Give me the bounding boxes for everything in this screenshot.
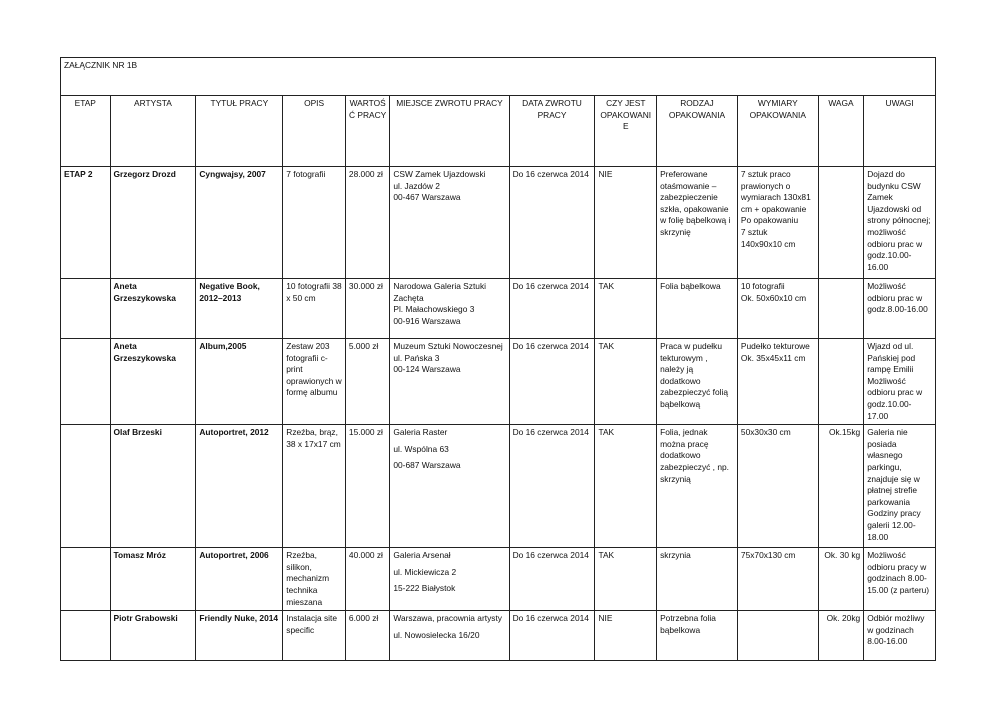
document xyxy=(60,57,936,661)
cell-data: Do 16 czerwca 2014 xyxy=(509,425,595,548)
cell-etap xyxy=(61,425,111,548)
cell-tytul: Autoportret, 2006 xyxy=(196,548,283,611)
cell-artysta: Olaf Brzeski xyxy=(110,425,196,548)
cell-miejsce-line: ul. Wspólna 63 xyxy=(393,443,449,454)
cell-uwagi: Możliwość odbioru pracy w godzinach 8.00-15.00 (z parteru) xyxy=(864,548,936,611)
cell-wymiary-line: 75x70x130 cm xyxy=(740,550,796,561)
cell-wymiary xyxy=(737,611,818,661)
header-miejsce: MIEJSCE ZWROTU PRACY xyxy=(390,96,509,167)
title-row xyxy=(61,58,936,96)
cell-waga xyxy=(818,279,863,339)
cell-miejsce xyxy=(390,425,509,548)
cell-tytul: Friendly Nuke, 2014 xyxy=(196,611,283,661)
cell-miejsce-line: 00-124 Warszawa xyxy=(393,364,461,375)
cell-wartosc: 40.000 zł xyxy=(345,548,389,611)
cell-data: Do 16 czerwca 2014 xyxy=(509,279,595,339)
document-title: ZAŁĄCZNIK NR 1B xyxy=(61,58,936,96)
cell-wartosc: 5.000 zł xyxy=(345,339,389,425)
cell-wartosc: 15.000 zł xyxy=(345,425,389,548)
cell-miejsce-line: Narodowa Galeria Sztuki Zachęta xyxy=(393,281,486,303)
cell-wymiary-line: 140x90x10 cm xyxy=(740,238,796,249)
cell-wymiary-line: 50x30x30 cm xyxy=(740,427,791,438)
cell-wymiary-line: Pudełko tekturowe xyxy=(740,341,810,351)
cell-czy: NIE xyxy=(595,167,657,279)
cell-rodzaj: skrzynia xyxy=(657,548,738,611)
cell-artysta: Aneta Grzeszykowska xyxy=(110,279,196,339)
cell-etap: ETAP 2 xyxy=(61,167,111,279)
cell-artysta: Tomasz Mróz xyxy=(110,548,196,611)
cell-data: Do 16 czerwca 2014 xyxy=(509,339,595,425)
cell-miejsce-line: 00-687 Warszawa xyxy=(393,460,461,471)
cell-czy: TAK xyxy=(595,279,657,339)
cell-data: Do 16 czerwca 2014 xyxy=(509,167,595,279)
cell-tytul: Cyngwajsy, 2007 xyxy=(196,167,283,279)
cell-opis: Rzeźba, brąz, 38 x 17x17 cm xyxy=(283,425,346,548)
cell-uwagi: Dojazd do budynku CSW Zamek Ujazdowski od strony północnej; możliwość odbioru prac w godz.10.00-16.00 xyxy=(864,167,936,279)
cell-miejsce-line: CSW Zamek Ujazdowski xyxy=(393,169,486,179)
cell-miejsce-line: 00-467 Warszawa xyxy=(393,192,461,203)
header-artysta: ARTYSTA xyxy=(110,96,196,167)
cell-opis: Zestaw 203 fotografii c-print oprawionych w formę albumu xyxy=(283,339,346,425)
cell-miejsce-line: ul. Nowosielecka 16/20 xyxy=(393,629,480,640)
cell-waga xyxy=(818,167,863,279)
header-data: DATA ZWROTU PRACY xyxy=(509,96,595,167)
cell-waga: Ok.15kg xyxy=(818,425,863,548)
cell-artysta: Grzegorz Drozd xyxy=(110,167,196,279)
cell-miejsce-line: 00-916 Warszawa xyxy=(393,315,461,326)
cell-czy: TAK xyxy=(595,548,657,611)
header-wymiary: WYMIARY OPAKOWANIA xyxy=(737,96,818,167)
cell-rodzaj: Potrzebna folia bąbelkowa xyxy=(657,611,738,661)
cell-czy: TAK xyxy=(595,425,657,548)
cell-miejsce-line: Galeria Arsenał xyxy=(393,550,451,561)
cell-etap xyxy=(61,279,111,339)
cell-miejsce-line: ul. Jazdów 2 xyxy=(393,180,440,191)
cell-miejsce-line: ul. Pańska 3 xyxy=(393,352,440,363)
cell-miejsce-line: Warszawa, pracownia artysty xyxy=(393,613,502,624)
cell-rodzaj: Folia bąbelkowa xyxy=(657,279,738,339)
cell-miejsce-line: Galeria Raster xyxy=(393,427,448,438)
cell-uwagi: Odbiór możliwy w godzinach 8.00-16.00 xyxy=(864,611,936,661)
cell-rodzaj: Folia, jednak można pracę dodatkowo zabezpieczyć , np. skrzynią xyxy=(657,425,738,548)
table-row xyxy=(61,279,936,339)
cell-etap xyxy=(61,611,111,661)
header-czy: CZY JEST OPAKOWANIE xyxy=(595,96,657,167)
cell-waga: Ok. 30 kg xyxy=(818,548,863,611)
cell-czy: TAK xyxy=(595,339,657,425)
cell-wymiary-line: Ok. 35x45x11 cm xyxy=(740,352,806,363)
cell-miejsce-line: ul. Mickiewicza 2 xyxy=(393,566,457,577)
cell-wymiary-line: 7 sztuk praco prawionych o wymiarach 130x81 cm + opakowanie xyxy=(740,169,811,214)
cell-artysta: Piotr Grabowski xyxy=(110,611,196,661)
cell-miejsce-line: 15-222 Białystok xyxy=(393,583,456,594)
cell-etap xyxy=(61,339,111,425)
header-tytul: TYTUŁ PRACY xyxy=(196,96,283,167)
cell-data: Do 16 czerwca 2014 xyxy=(509,548,595,611)
cell-tytul: Autoportret, 2012 xyxy=(196,425,283,548)
cell-wymiary-line: 10 fotografii xyxy=(740,281,785,291)
cell-wymiary xyxy=(737,548,818,611)
cell-rodzaj: Praca w pudełku tekturowym , należy ją dodatkowo zabezpieczyć folią bąbelkową xyxy=(657,339,738,425)
cell-data: Do 16 czerwca 2014 xyxy=(509,611,595,661)
cell-tytul: Negative Book, 2012–2013 xyxy=(196,279,283,339)
header-row xyxy=(61,96,936,167)
cell-tytul: Album,2005 xyxy=(196,339,283,425)
cell-wymiary xyxy=(737,167,818,279)
header-waga: WAGA xyxy=(818,96,863,167)
cell-wartosc: 28.000 zł xyxy=(345,167,389,279)
cell-wymiary xyxy=(737,279,818,339)
cell-opis: Rzeźba, silikon, mechanizm technika mieszana xyxy=(283,548,346,611)
cell-wartosc: 6.000 zł xyxy=(345,611,389,661)
header-opis: OPIS xyxy=(283,96,346,167)
table-row xyxy=(61,339,936,425)
table-row xyxy=(61,167,936,279)
header-rodzaj: RODZAJ OPAKOWANIA xyxy=(657,96,738,167)
cell-czy: NIE xyxy=(595,611,657,661)
cell-wymiary xyxy=(737,425,818,548)
header-wartosc: WARTOŚĆ PRACY xyxy=(345,96,389,167)
cell-artysta: Aneta Grzeszykowska xyxy=(110,339,196,425)
table-row xyxy=(61,425,936,548)
cell-opis: 7 fotografii xyxy=(283,167,346,279)
cell-uwagi: Możliwość odbioru prac w godz.8.00-16.00 xyxy=(864,279,936,339)
cell-wymiary xyxy=(737,339,818,425)
attachment-table xyxy=(60,57,936,661)
cell-miejsce xyxy=(390,167,509,279)
cell-miejsce xyxy=(390,548,509,611)
cell-miejsce xyxy=(390,611,509,661)
cell-waga: Ok. 20kg xyxy=(818,611,863,661)
cell-miejsce xyxy=(390,339,509,425)
cell-uwagi: Galeria nie posiada własnego parkingu, znajduje się w płatnej strefie parkowania Godziny pracy galerii 12.00-18.00 xyxy=(864,425,936,548)
cell-wartosc: 30.000 zł xyxy=(345,279,389,339)
cell-etap xyxy=(61,548,111,611)
cell-wymiary-line: Po opakowaniu xyxy=(740,215,799,226)
cell-miejsce-line: Pl. Małachowskiego 3 xyxy=(393,304,475,315)
cell-opis: 10 fotografii 38 x 50 cm xyxy=(283,279,346,339)
cell-miejsce xyxy=(390,279,509,339)
cell-opis: Instalacja site specific xyxy=(283,611,346,661)
cell-waga xyxy=(818,339,863,425)
cell-wymiary-line: 7 sztuk xyxy=(740,226,768,237)
cell-rodzaj: Preferowane otaśmowanie – zabezpieczenie szkła, opakowanie w folię bąbelkową i skrzynię xyxy=(657,167,738,279)
cell-miejsce-line: Muzeum Sztuki Nowoczesnej xyxy=(393,341,503,351)
cell-uwagi: Wjazd od ul. Pańskiej pod rampę Emilii Możliwość odbioru prac w godz.10.00-17.00 xyxy=(864,339,936,425)
table-row xyxy=(61,611,936,661)
cell-wymiary-line: Ok. 50x60x10 cm xyxy=(740,292,807,303)
header-uwagi: UWAGI xyxy=(864,96,936,167)
header-etap: ETAP xyxy=(61,96,111,167)
table-row xyxy=(61,548,936,611)
